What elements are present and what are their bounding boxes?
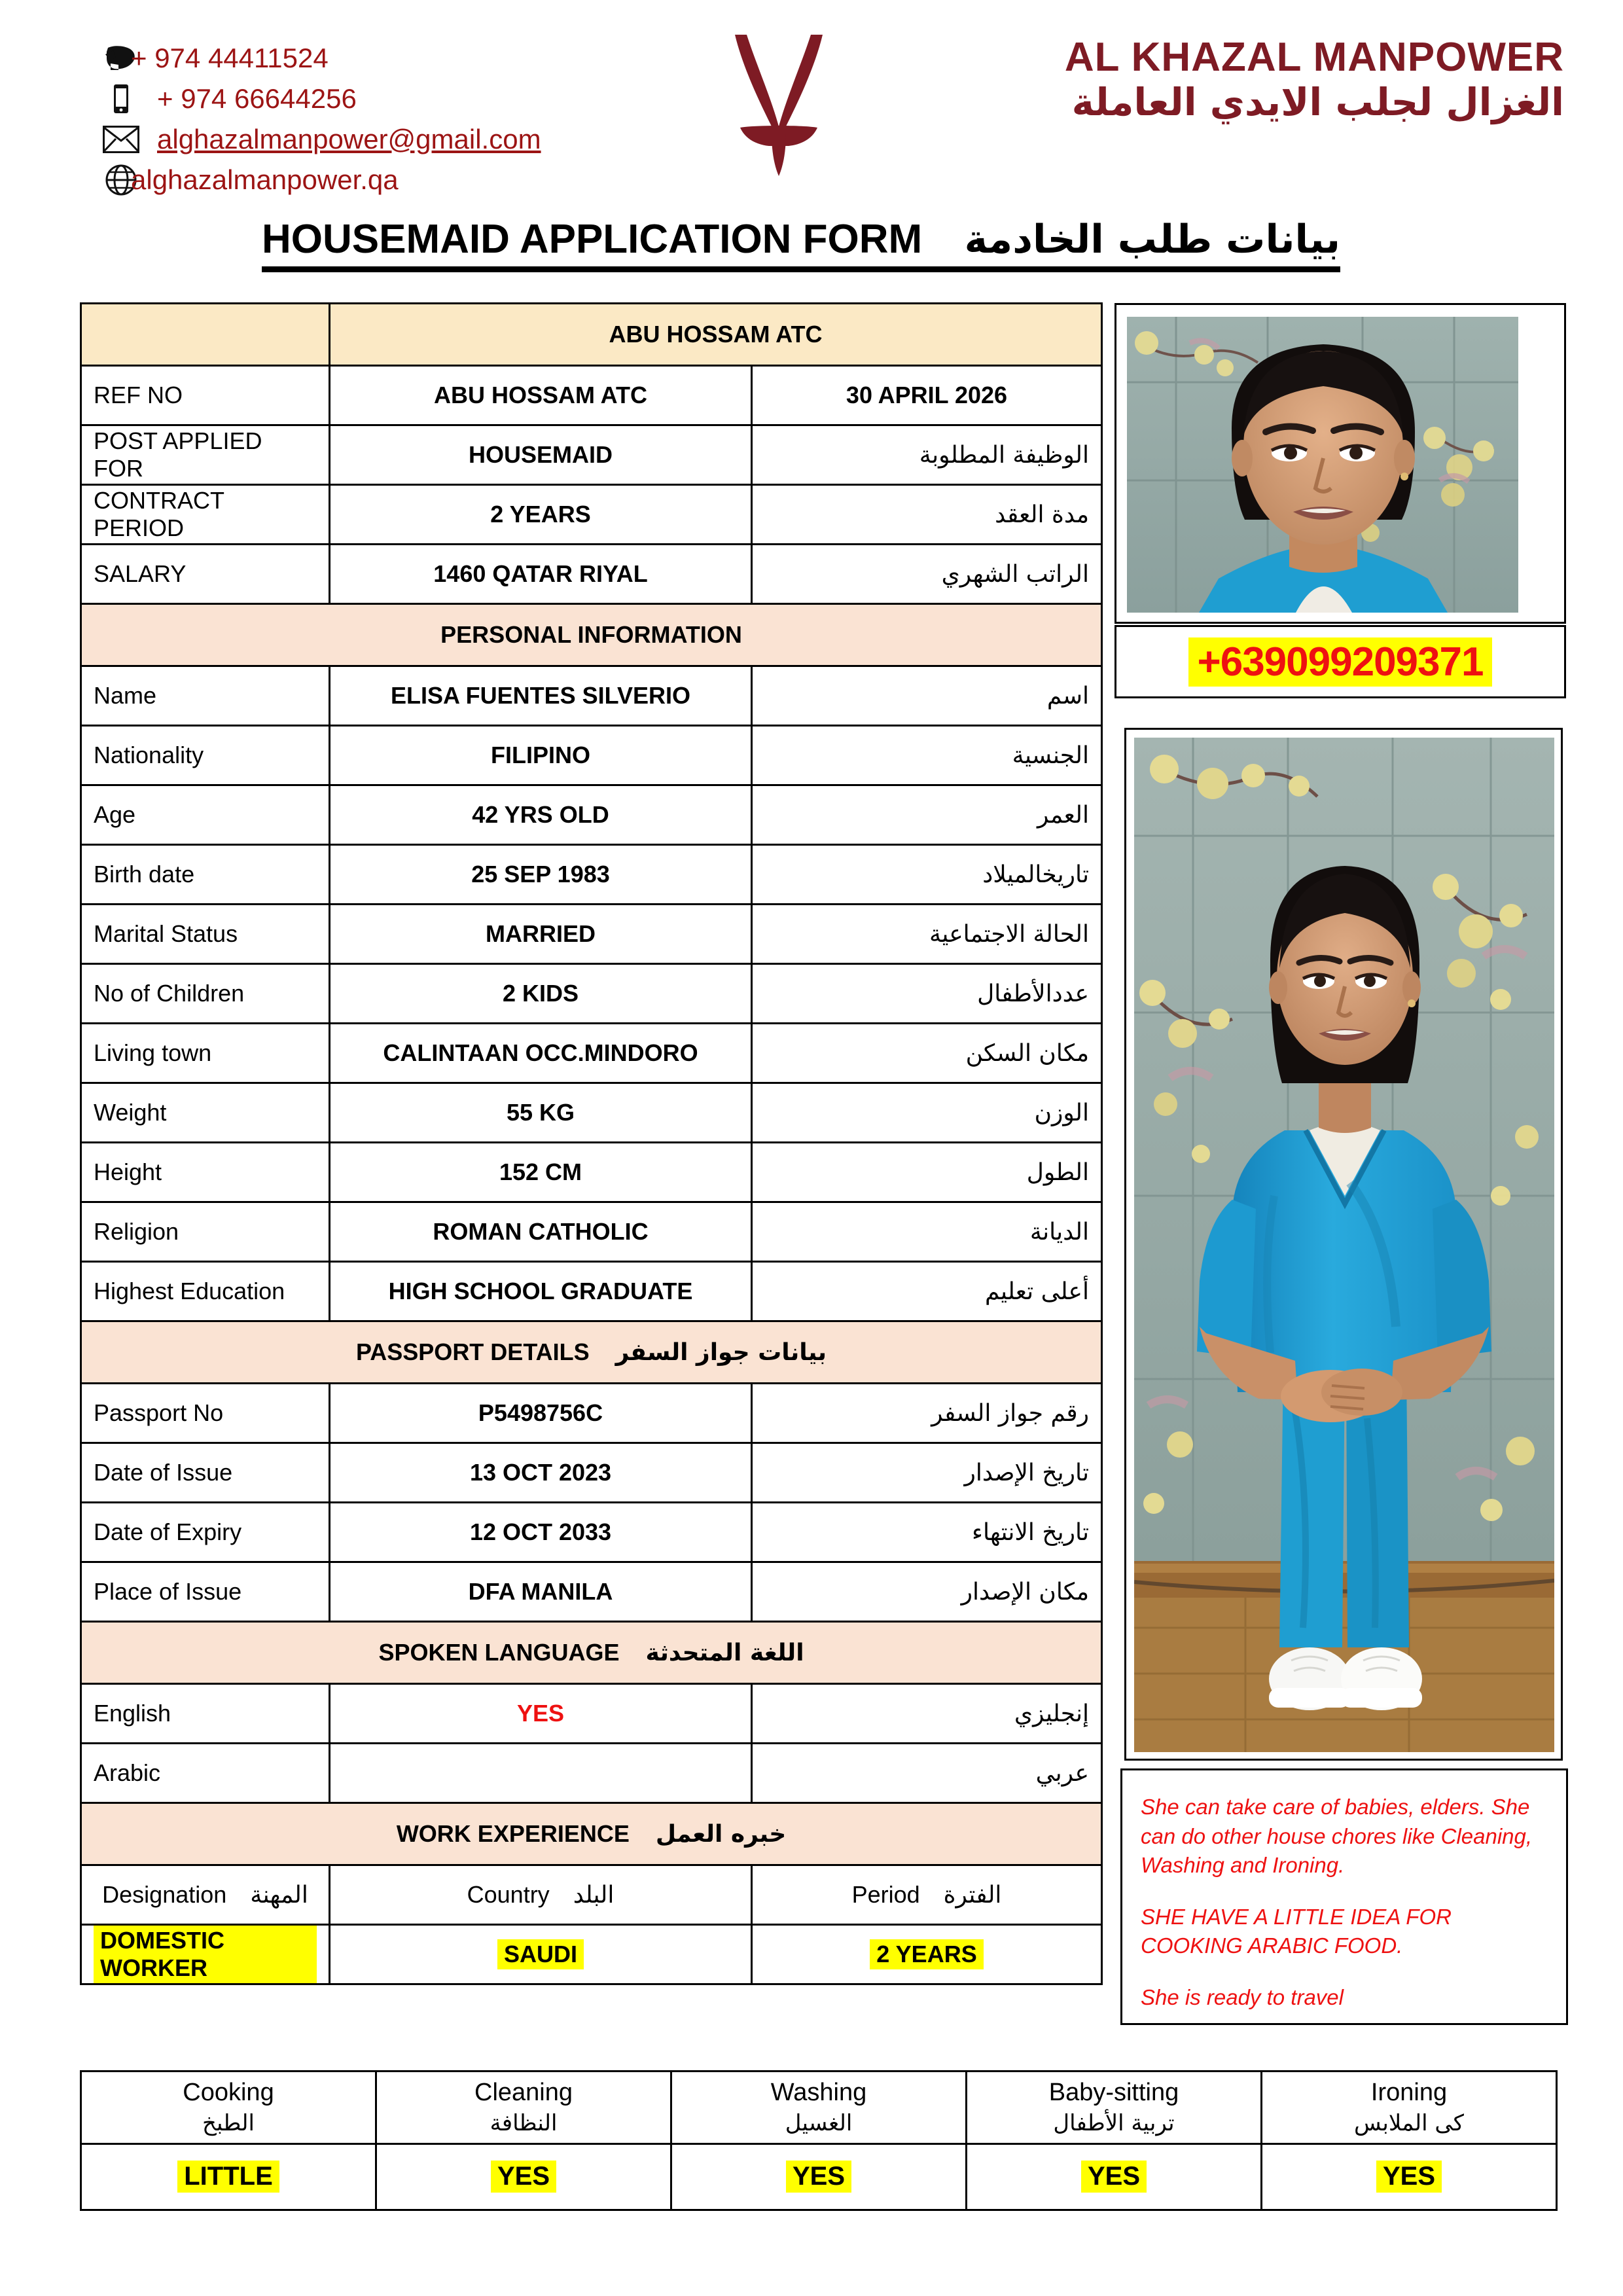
skill-label-ironing-ar: كى الملابس [1354,2109,1464,2136]
table-row [81,1143,1102,1202]
row-label-weight: Weight [81,1083,330,1143]
contact-block [98,38,687,200]
page-header [0,0,1623,216]
agency-band-row [81,304,1102,366]
table-row [81,666,1102,726]
row-value-living-town: CALINTAAN OCC.MINDORO [330,1024,752,1083]
section-title-personal-information: PERSONAL INFORMATION [81,604,1102,666]
skills-value-row [81,2144,1557,2210]
row-value-post-applied: HOUSEMAID [330,425,752,485]
skill-label-baby-sitting-ar: تربية الأطفال [1053,2109,1175,2136]
skill-label-ironing: Ironing [1370,2079,1448,2106]
row-label-date-of-expiry: Date of Expiry [81,1503,330,1562]
page-title-ar: بيانات طلب الخادمة [964,216,1341,262]
table-row [81,1443,1102,1503]
row-value-ref-no: ABU HOSSAM ATC [330,366,752,425]
row-label-arabic: Arabic [81,1744,330,1803]
section-title-spoken-language: SPOKEN LANGUAGE [378,1639,620,1666]
col-header-designation-ar: المهنة [250,1882,308,1909]
row-ar-age: العمر [752,785,1102,845]
row-value-marital-status: MARRIED [330,905,752,964]
section-header-work-experience [81,1803,1102,1865]
table-row [81,1744,1102,1803]
table-row [81,1202,1102,1262]
skill-value-cooking: LITTLE [177,2161,279,2193]
row-label-salary: SALARY [81,545,330,604]
mobile-number: + 974 66644256 [157,83,357,114]
row-value-expiry-date: 30 APRIL 2026 [752,366,1102,425]
contact-row-telephone [98,38,687,79]
row-label-passport-no: Passport No [81,1384,330,1443]
skill-label-washing-ar: الغسيل [785,2109,853,2136]
table-row [81,1684,1102,1744]
row-label-marital-status: Marital Status [81,905,330,964]
row-value-age: 42 YRS OLD [330,785,752,845]
skill-label-baby-sitting: Baby-sitting [1048,2079,1179,2106]
work-experience-header-row [81,1865,1102,1925]
page-title [262,216,1374,295]
agency-band-label: ABU HOSSAM ATC [330,304,1102,366]
envelope-icon [98,119,144,160]
applicant-full-body-photo [1134,738,1554,1752]
section-title-work-experience: WORK EXPERIENCE [396,1820,630,1847]
skill-label-cooking-ar: الطبخ [202,2109,255,2136]
row-label-name: Name [81,666,330,726]
row-ar-date-of-issue: تاريخ الإصدار [752,1443,1102,1503]
row-ar-highest-education: أعلى تعليم [752,1262,1102,1321]
skills-header-row [81,2072,1557,2144]
row-ar-religion: الديانة [752,1202,1102,1262]
table-row [81,1503,1102,1562]
contact-row-website [98,160,687,200]
col-header-designation: Designation [102,1881,227,1908]
brand-name-ar: الغزال لجلب الايدي العاملة [1071,80,1564,125]
row-value-no-of-children: 2 KIDS [330,964,752,1024]
row-label-ref-no: REF NO [81,366,330,425]
row-ar-arabic: عربي [752,1744,1102,1803]
row-ar-post-applied: الوظيفة المطلوبة [752,425,1102,485]
row-label-english: English [81,1684,330,1744]
row-label-date-of-issue: Date of Issue [81,1443,330,1503]
agency-band-empty-cell [81,304,330,366]
row-value-height: 152 CM [330,1143,752,1202]
row-value-english: YES [330,1684,752,1744]
row-ar-place-of-issue: مكان الإصدار [752,1562,1102,1622]
applicant-phone-number: +639099209371 [1188,637,1493,687]
skill-value-baby-sitting: YES [1081,2161,1147,2193]
application-main-table [80,302,1103,1985]
brand-block [1065,36,1564,126]
col-header-country: Country [467,1881,550,1908]
applicant-portrait-photo [1127,317,1518,613]
row-value-weight: 55 KG [330,1083,752,1143]
row-label-height: Height [81,1143,330,1202]
brand-name-en: AL KHAZAL MANPOWER [1064,35,1564,80]
skill-value-ironing: YES [1376,2161,1442,2193]
table-row [81,964,1102,1024]
full-body-photo-frame [1124,728,1563,1761]
table-row [81,485,1102,545]
row-value-highest-education: HIGH SCHOOL GRADUATE [330,1262,752,1321]
table-row [81,905,1102,964]
contact-row-mobile [98,79,687,119]
remark-paragraph-2: SHE HAVE A LITTLE IDEA FOR COOKING ARABIC FOOD. [1141,1904,1452,1958]
contact-row-email [98,119,687,160]
table-row [81,785,1102,845]
skill-label-cooking: Cooking [183,2079,274,2106]
remarks-box [1120,1768,1568,2025]
table-row [81,726,1102,785]
row-label-highest-education: Highest Education [81,1262,330,1321]
row-label-nationality: Nationality [81,726,330,785]
row-ar-salary: الراتب الشهري [752,545,1102,604]
table-row [81,845,1102,905]
row-label-living-town: Living town [81,1024,330,1083]
row-label-birth-date: Birth date [81,845,330,905]
table-row [81,1262,1102,1321]
table-row [81,425,1102,485]
page-title-en: HOUSEMAID APPLICATION FORM [262,217,923,262]
col-header-period: Period [851,1881,920,1908]
row-ar-name: اسم [752,666,1102,726]
row-ar-nationality: الجنسية [752,726,1102,785]
table-row [81,545,1102,604]
row-ar-marital-status: الحالة الاجتماعية [752,905,1102,964]
email-address[interactable]: alghazalmanpower@gmail.com [157,124,541,154]
work-period-value: 2 YEARS [870,1939,983,1969]
telephone-number: + 974 44411524 [131,43,329,73]
table-row [81,1083,1102,1143]
row-value-place-of-issue: DFA MANILA [330,1562,752,1622]
row-ar-weight: الوزن [752,1083,1102,1143]
skill-label-cleaning: Cleaning [474,2079,573,2106]
row-ar-contract-period: مدة العقد [752,485,1102,545]
row-label-contract-period: CONTRACT PERIOD [81,485,330,545]
remark-paragraph-3: She is ready to travel [1141,1984,1344,2009]
remark-paragraph-1: She can take care of babies, elders. She can do other house chores like Cleaning, Washing and Ironing. [1141,1795,1533,1878]
skill-value-cleaning: YES [491,2161,556,2193]
row-value-passport-no: P5498756C [330,1384,752,1443]
portrait-photo-frame [1115,303,1566,624]
row-ar-living-town: مكان السكن [752,1024,1102,1083]
col-header-period-ar: الفترة [943,1882,1002,1909]
section-title-work-experience-ar: خبره العمل [655,1821,787,1848]
row-value-religion: ROMAN CATHOLIC [330,1202,752,1262]
row-label-religion: Religion [81,1202,330,1262]
row-ar-passport-no: رقم جواز السفر [752,1384,1102,1443]
mobile-phone-icon [98,79,144,119]
row-label-post-applied: POST APPLIED FOR [81,425,330,485]
row-label-no-of-children: No of Children [81,964,330,1024]
row-label-place-of-issue: Place of Issue [81,1562,330,1622]
skill-value-washing: YES [786,2161,851,2193]
skill-label-cleaning-ar: النظافة [490,2109,558,2136]
row-ar-no-of-children: عددالأطفال [752,964,1102,1024]
skills-summary-table [80,2070,1558,2211]
row-value-nationality: FILIPINO [330,726,752,785]
row-value-date-of-expiry: 12 OCT 2033 [330,1503,752,1562]
work-experience-row [81,1925,1102,1984]
section-title-passport-details-ar: بيانات جواز السفر [615,1339,827,1366]
table-row [81,1384,1102,1443]
col-header-country-ar: البلد [573,1882,615,1909]
work-country-value: SAUDI [497,1939,584,1969]
section-header-spoken-language [81,1622,1102,1684]
table-row [81,1024,1102,1083]
row-label-age: Age [81,785,330,845]
row-ar-height: الطول [752,1143,1102,1202]
row-value-date-of-issue: 13 OCT 2023 [330,1443,752,1503]
skill-label-washing: Washing [770,2079,867,2106]
row-ar-english: إنجليزي [752,1684,1102,1744]
table-row [81,366,1102,425]
website-url[interactable]: alghazalmanpower.qa [131,164,399,195]
section-title-passport-details: PASSPORT DETAILS [355,1338,590,1365]
oryx-logo-icon [723,29,834,180]
work-designation-value: DOMESTIC WORKER [94,1926,317,1983]
contact-phone-banner [1115,625,1566,698]
table-row [81,1562,1102,1622]
row-value-salary: 1460 QATAR RIYAL [330,545,752,604]
row-value-arabic [330,1744,752,1803]
section-header-personal-information [81,604,1102,666]
section-title-spoken-language-ar: اللغة المتحدثة [645,1640,804,1666]
row-ar-date-of-expiry: تاريخ الانتهاء [752,1503,1102,1562]
row-value-birth-date: 25 SEP 1983 [330,845,752,905]
section-header-passport-details [81,1321,1102,1384]
row-value-name: ELISA FUENTES SILVERIO [330,666,752,726]
row-value-contract-period: 2 YEARS [330,485,752,545]
row-ar-birth-date: تاريخالميلاد [752,845,1102,905]
